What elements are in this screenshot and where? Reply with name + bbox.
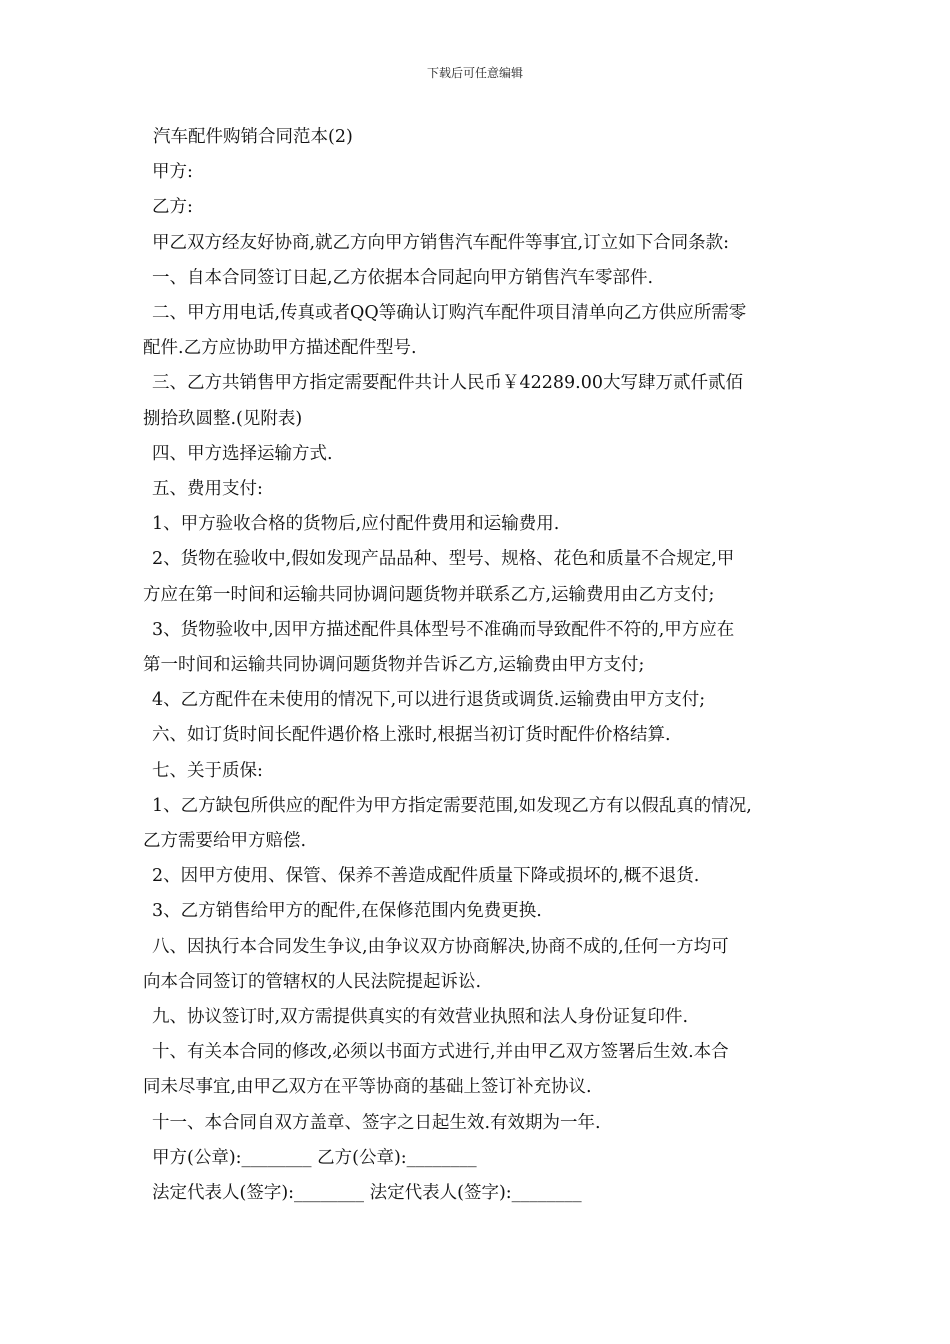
page-header-note: 下载后可任意编辑 xyxy=(426,66,523,80)
clause-4: 四、甲方选择运输方式. xyxy=(152,443,333,464)
clause-1: 一、自本合同签订日起,乙方依据本合同起向甲方销售汽车零部件. xyxy=(152,267,654,288)
clause-6: 六、如订货时间长配件遇价格上涨时,根据当初订货时配件价格结算. xyxy=(152,725,671,746)
contract-body xyxy=(143,120,815,1211)
preamble: 甲乙双方经友好协商,就乙方向甲方销售汽车配件等事宜,订立如下合同条款: xyxy=(152,232,730,253)
clause-7-item-2: 2、因甲方使用、保管、保养不善造成配件质量下降或损坏的,概不退货. xyxy=(152,866,700,887)
party-b-line: 乙方: xyxy=(152,197,193,218)
clause-5-item-1: 1、甲方验收合格的货物后,应付配件费用和运输费用. xyxy=(152,514,560,535)
clause-7-item-3: 3、乙方销售给甲方的配件,在保修范围内免费更换. xyxy=(152,901,542,922)
clause-5-item-3-continued: 第一时间和运输共同协调问题货物并告诉乙方,运输费由甲方支付; xyxy=(143,655,645,676)
clause-2: 二、甲方用电话,传真或者QQ等确认订购汽车配件项目清单向乙方供应所需零 xyxy=(152,303,747,324)
party-a-line: 甲方: xyxy=(152,162,193,183)
clause-11: 十一、本合同自双方盖章、签字之日起生效.有效期为一年. xyxy=(152,1112,601,1133)
clause-5: 五、费用支付: xyxy=(152,479,263,500)
clause-7-item-1-continued: 乙方需要给甲方赔偿. xyxy=(143,831,307,852)
clause-8: 八、因执行本合同发生争议,由争议双方协商解决,协商不成的,任何一方均可 xyxy=(152,936,729,957)
contract-title: 汽车配件购销合同范本(2) xyxy=(153,127,353,147)
clause-3: 三、乙方共销售甲方指定需要配件共计人民币￥42289.00大写肆万贰仟贰佰 xyxy=(152,373,743,394)
clause-5-item-4: 4、乙方配件在未使用的情况下,可以进行退货或调货.运输费由甲方支付; xyxy=(152,690,706,711)
clause-3-continued: 捌拾玖圆整.(见附表) xyxy=(143,408,303,429)
clause-7: 七、关于质保: xyxy=(152,760,263,781)
clause-8-continued: 向本合同签订的管辖权的人民法院提起诉讼. xyxy=(143,971,482,992)
clause-10-continued: 同未尽事宜,由甲乙双方在平等协商的基础上签订补充协议. xyxy=(143,1077,592,1098)
clause-7-item-1: 1、乙方缺包所供应的配件为甲方指定需要范围,如发现乙方有以假乱真的情况, xyxy=(152,795,752,816)
seal-line: 甲方(公章):________ 乙方(公章):________ xyxy=(152,1147,477,1168)
clause-10: 十、有关本合同的修改,必须以书面方式进行,并由甲乙双方签署后生效.本合 xyxy=(152,1042,729,1063)
clause-5-item-2: 2、货物在验收中,假如发现产品品种、型号、规格、花色和质量不合规定,甲 xyxy=(152,549,735,570)
clause-5-item-2-continued: 方应在第一时间和运输共同协调问题货物并联系乙方,运输费用由乙方支付; xyxy=(143,584,715,605)
clause-5-item-3: 3、货物验收中,因甲方描述配件具体型号不准确而导致配件不符的,甲方应在 xyxy=(152,619,735,640)
signature-line: 法定代表人(签字):________ 法定代表人(签字):________ xyxy=(152,1183,582,1204)
clause-2-continued: 配件.乙方应协助甲方描述配件型号. xyxy=(143,338,417,359)
clause-9: 九、协议签订时,双方需提供真实的有效营业执照和法人身份证复印件. xyxy=(152,1007,689,1028)
